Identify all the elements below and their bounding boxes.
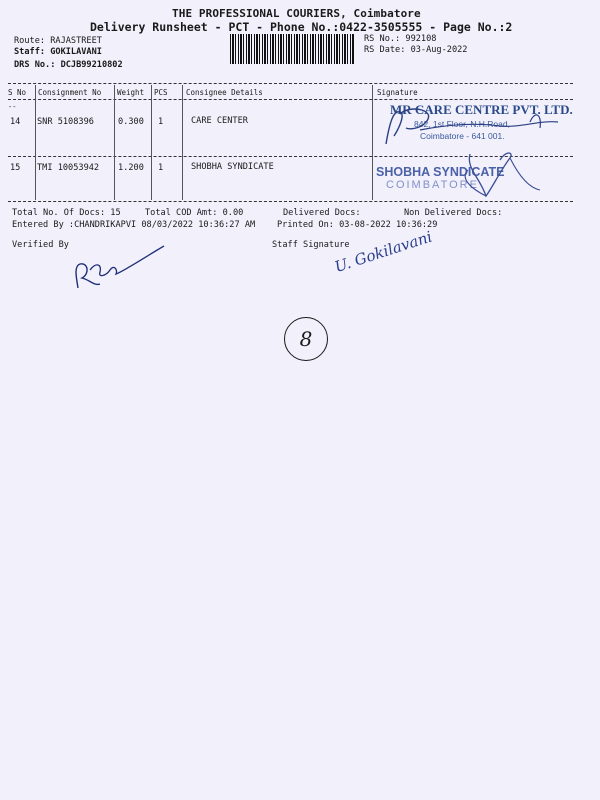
staff-handwritten-signature: U. Gokilavani — [332, 227, 435, 276]
route-label: Route: RAJASTREET — [14, 36, 102, 46]
col-header-weight: Weight — [117, 88, 145, 97]
rs-number: RS No.: 992108 — [364, 34, 437, 44]
company-title: THE PROFESSIONAL COURIERS, Coimbatore — [172, 7, 421, 20]
shobha-stamp-city: COIMBATORE — [386, 179, 479, 191]
verified-by-label: Verified By — [12, 240, 69, 250]
table-row-weight: 1.200 — [118, 163, 144, 173]
printed-on: Printed On: 03-08-2022 10:36:29 — [277, 220, 438, 230]
drs-number: DRS No.: DCJB99210802 — [14, 60, 123, 70]
table-row-sno: 15 — [10, 163, 21, 173]
shobha-stamp-title: SHOBHA SYNDICATE — [376, 165, 505, 179]
delivered-docs: Delivered Docs: — [283, 208, 361, 218]
table-row-consignee: SHOBHA SYNDICATE — [191, 162, 274, 172]
runsheet-subtitle: Delivery Runsheet - PCT - Phone No.:0422-3505555 - Page No.:2 — [90, 20, 513, 34]
column-divider — [35, 85, 36, 200]
non-delivered-docs: Non Delivered Docs: — [404, 208, 503, 218]
staff-signature-label: Staff Signature — [272, 240, 350, 250]
column-divider — [372, 85, 373, 200]
row14-signature — [380, 100, 580, 155]
column-divider — [182, 85, 183, 200]
table-row-pcs: 1 — [158, 117, 164, 127]
table-top-rule — [8, 83, 573, 84]
col-header-consignment: Consignment No — [38, 88, 102, 97]
column-divider — [151, 85, 152, 200]
entered-by: Entered By :CHANDRIKAPVI 08/03/2022 10:36:27 AM — [12, 220, 256, 230]
col-header-pcs: PCS — [154, 88, 168, 97]
table-row-weight: 0.300 — [118, 117, 144, 127]
total-cod: Total COD Amt: 0.00 — [145, 208, 244, 218]
column-divider — [114, 85, 115, 200]
circled-page-mark: 8 — [284, 317, 328, 361]
table-row-pcs: 1 — [158, 163, 164, 173]
col-header-signature: Signature — [377, 88, 418, 97]
table-row-consignment: SNR 5108396 — [37, 117, 94, 127]
verified-by-signature — [60, 240, 170, 295]
col-header-sno: S No — [8, 88, 27, 97]
rs-date: RS Date: 03-Aug-2022 — [364, 45, 468, 55]
barcode — [230, 34, 355, 64]
row15-signature — [440, 148, 560, 203]
mr-care-stamp-address2: Coimbatore - 641 001. — [420, 131, 505, 141]
table-row-consignee: CARE CENTER — [191, 116, 248, 126]
table-row-sno: 14 — [10, 117, 21, 127]
staff-label: Staff: GOKILAVANI — [14, 47, 102, 57]
mr-care-stamp-address1: 842, 1st Floor, N.H.Road, — [414, 119, 510, 129]
mr-care-stamp-title: MR CARE CENTRE PVT. LTD. — [390, 102, 573, 117]
total-docs: Total No. Of Docs: 15 — [12, 208, 121, 218]
col-header-consignee: Consignee Details — [186, 88, 263, 97]
table-row-consignment: TMI 10053942 — [37, 163, 100, 173]
